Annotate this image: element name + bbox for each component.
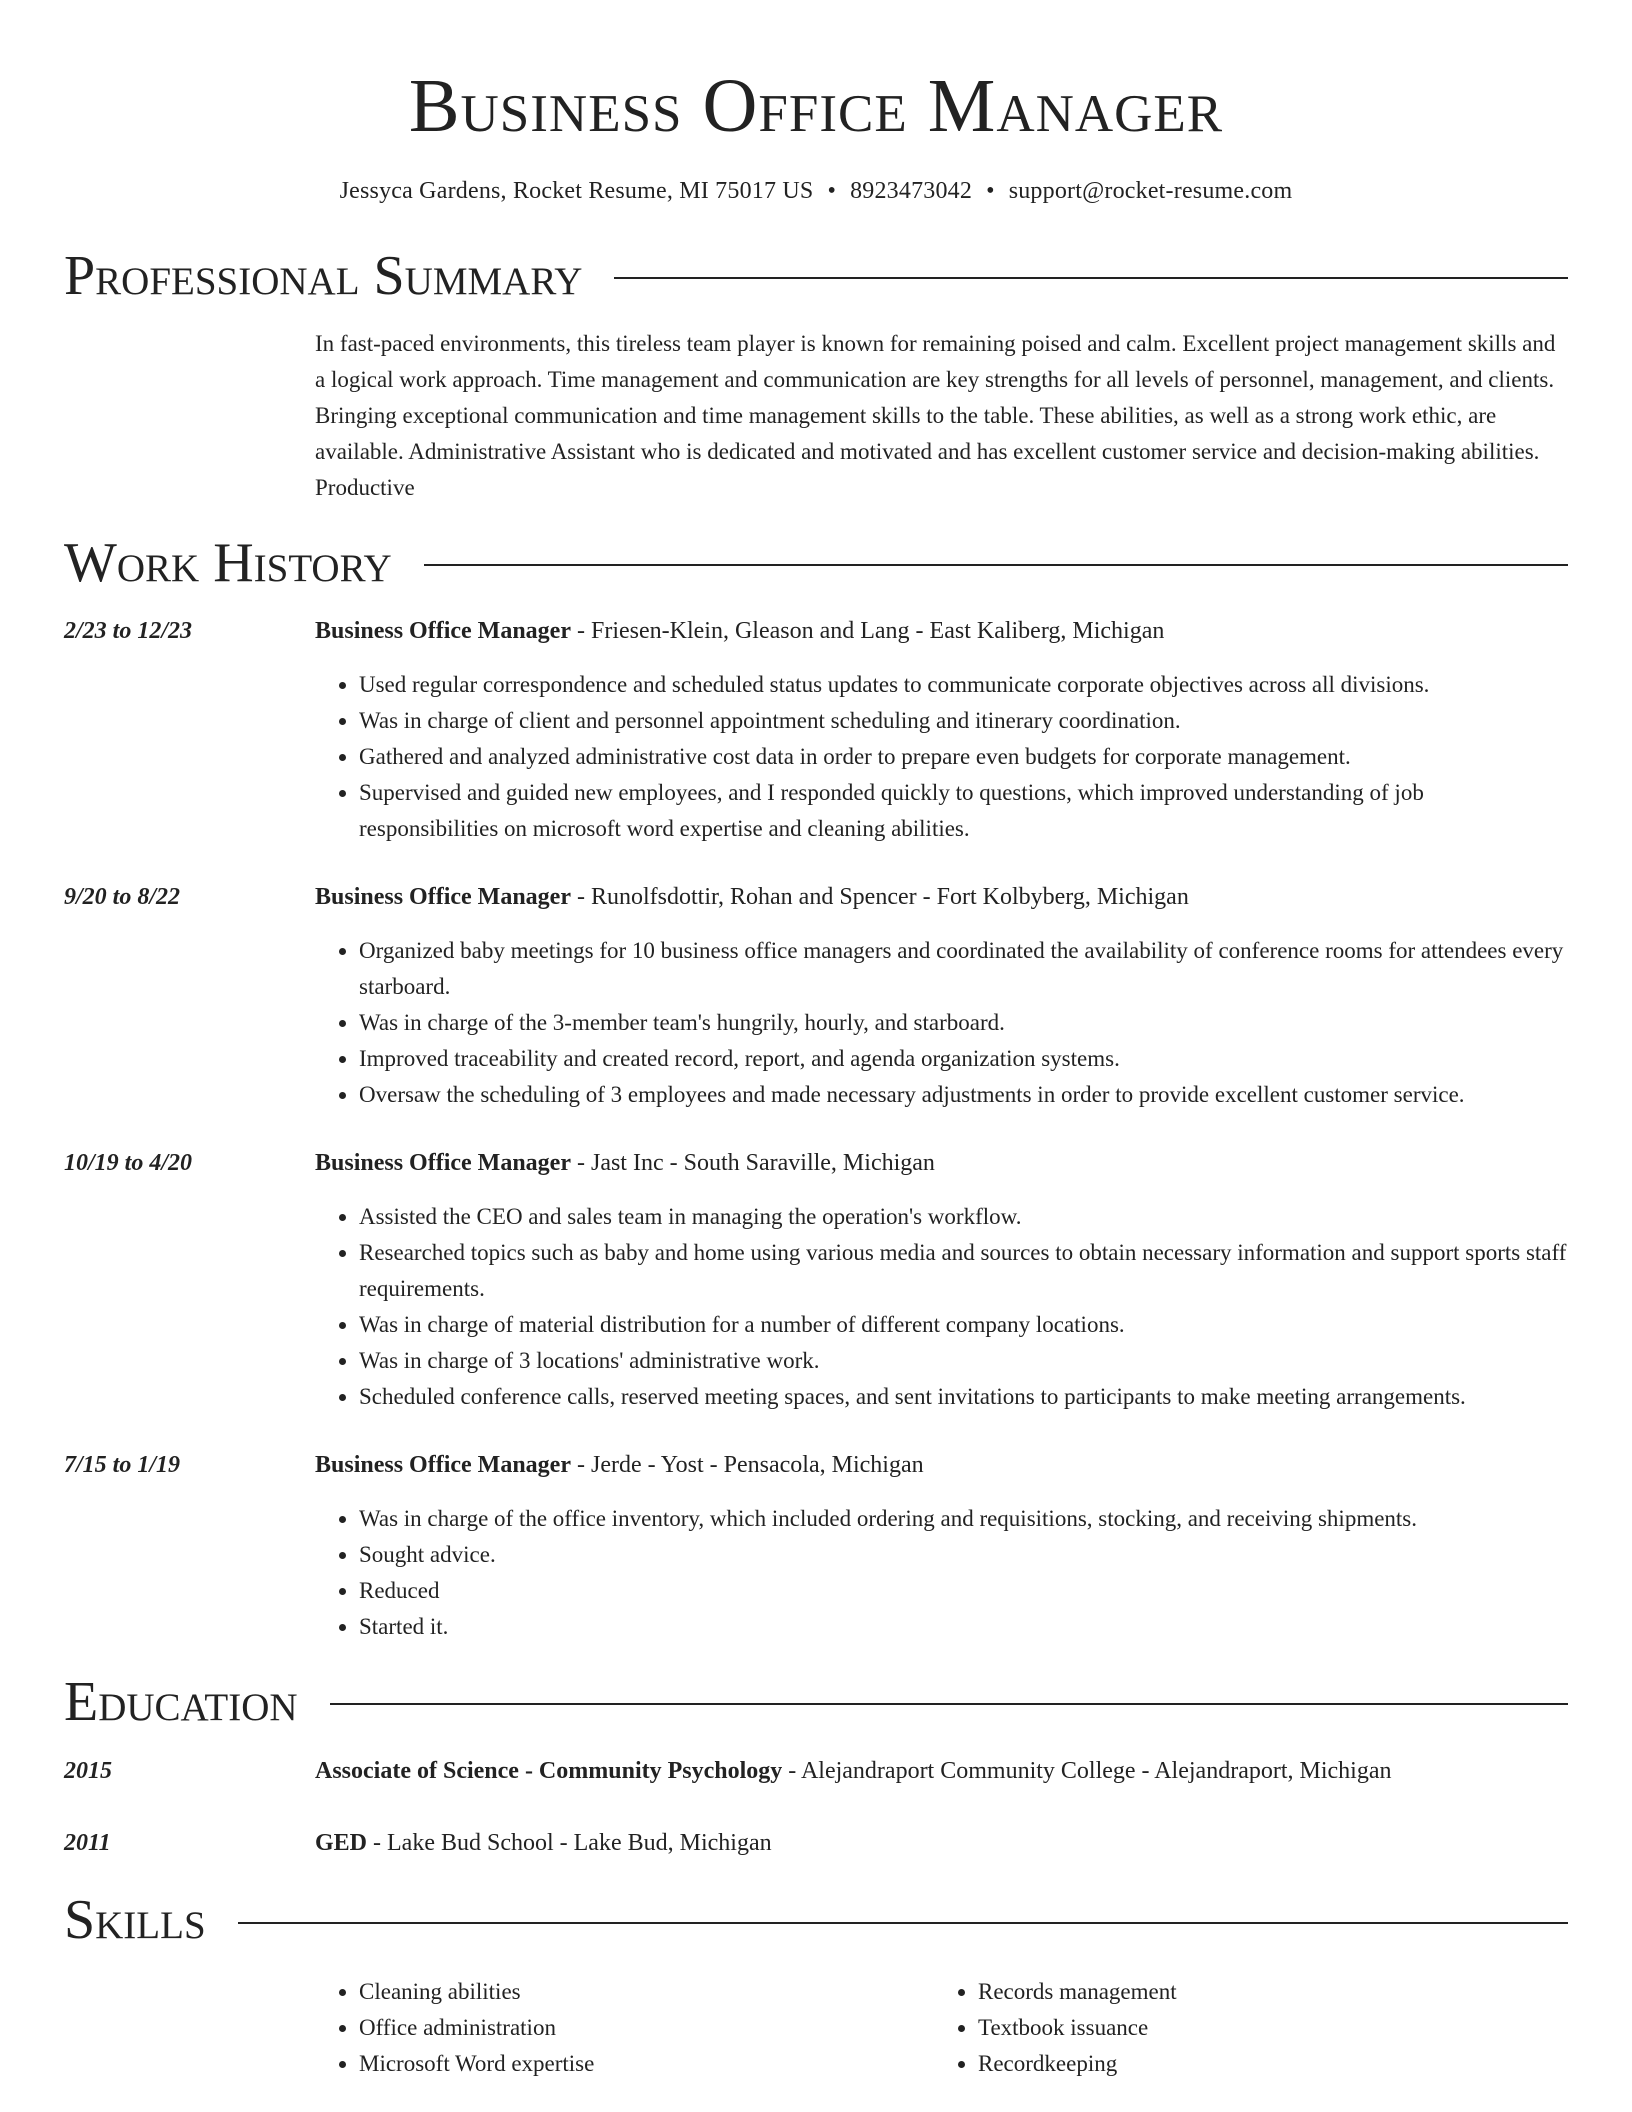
job-details: - Friesen-Klein, Gleason and Lang - East Kaliberg, Michigan xyxy=(570,617,1165,644)
job-body xyxy=(315,613,1568,847)
contact-line xyxy=(64,178,1568,205)
skill-item: • Microsoft Word expertise xyxy=(359,2046,934,2082)
job-dates: 9/20 to 8/22 xyxy=(64,883,181,910)
job-title-line xyxy=(315,1145,1568,1181)
skills-list xyxy=(315,1974,1568,2082)
skills-section-header xyxy=(64,1891,1568,1950)
job-bullet: • Was in charge of 3 locations' administrative work. xyxy=(359,1343,1568,1379)
job-bullet: • Organized baby meetings for 10 business office managers and coordinated the availability of conference rooms for attendees every starboard. xyxy=(359,933,1568,1005)
job-bullet: • Oversaw the scheduling of 3 employees and made necessary adjustments in order to provide excellent customer service. xyxy=(359,1077,1568,1113)
contact-separator: • xyxy=(827,178,837,204)
contact-separator: • xyxy=(986,178,995,204)
job-bullet: • Scheduled conference calls, reserved meeting spaces, and sent invitations to participants to make meeting arrangements. xyxy=(359,1379,1568,1415)
job-bullet: • Supervised and guided new employees, and I responded quickly to questions, which improved understanding of job responsibilities on microsoft word expertise and cleaning abilities. xyxy=(359,775,1568,847)
education-degree: GED xyxy=(315,1830,368,1857)
job-bullet: • Was in charge of the office inventory, which included ordering and requisitions, stocking, and receiving shipments. xyxy=(359,1501,1568,1537)
work-section-header xyxy=(64,531,1568,594)
job-body xyxy=(315,1447,1568,1645)
job-bullet: • Assisted the CEO and sales team in managing the operation's workflow. xyxy=(359,1199,1568,1235)
job-bullet: • Was in charge of material distribution for a number of different company locations. xyxy=(359,1307,1568,1343)
job-role: Business Office Manager xyxy=(315,617,571,644)
job-bullet: • Reduced xyxy=(359,1573,1568,1609)
section-divider xyxy=(424,564,1568,566)
job-bullet: • Was in charge of client and personnel appointment scheduling and itinerary coordination. xyxy=(359,703,1568,739)
skill-item: • Office administration xyxy=(359,2010,934,2046)
skills-heading: Skills xyxy=(64,1889,206,1952)
job-bullets xyxy=(315,933,1568,1113)
education-entry xyxy=(64,1753,1568,1789)
job-bullets xyxy=(315,667,1568,847)
job-entry xyxy=(64,1447,1568,1645)
summary-text: In fast-paced environments, this tireless team player is known for remaining poised and calm. Excellent project management skills and a logical work approach. Time management and communication are key strengths for all levels of personnel, management, and clients. Bringing exceptional communication and time management skills to the table. These abilities, as well as a strong work ethic, are available. Administrative Assistant who is dedicated and motivated and has excellent customer service and decision-making abilities. Productive xyxy=(315,330,1556,500)
work-heading: Work History xyxy=(64,531,392,594)
skill-item: • Textbook issuance xyxy=(978,2010,1177,2046)
job-bullet: • Used regular correspondence and scheduled status updates to communicate corporate objectives across all divisions. xyxy=(359,667,1568,703)
job-role: Business Office Manager xyxy=(315,1149,571,1176)
job-bullet: • Improved traceability and created record, report, and agenda organization systems. xyxy=(359,1041,1568,1077)
contact-phone: 8923473042 xyxy=(850,178,973,204)
skill-item: • Cleaning abilities xyxy=(359,1974,934,2010)
education-details: - Lake Bud School - Lake Bud, Michigan xyxy=(367,1830,772,1857)
job-title-line xyxy=(315,1447,1568,1483)
job-title-line xyxy=(315,613,1568,649)
job-body xyxy=(315,879,1568,1113)
education-heading: Education xyxy=(64,1670,298,1733)
job-body xyxy=(315,1145,1568,1415)
job-bullets xyxy=(315,1501,1568,1645)
education-year: 2015 xyxy=(64,1758,112,1785)
job-bullet: • Started it. xyxy=(359,1609,1568,1645)
skills-column-right xyxy=(934,1974,1177,2082)
job-entry xyxy=(64,879,1568,1113)
skill-item: • Records management xyxy=(978,1974,1177,2010)
contact-address: Jessyca Gardens, Rocket Resume, MI 75017 US xyxy=(339,178,814,204)
section-divider xyxy=(238,1922,1568,1924)
job-title-line xyxy=(315,879,1568,915)
job-entry xyxy=(64,1145,1568,1415)
section-divider xyxy=(614,277,1568,279)
job-details: - Runolfsdottir, Rohan and Spencer - Fort Kolbyberg, Michigan xyxy=(570,883,1189,910)
contact-email: support@rocket-resume.com xyxy=(1008,178,1293,204)
job-role: Business Office Manager xyxy=(315,883,571,910)
education-degree: Associate of Science - Community Psychology xyxy=(315,1758,783,1785)
resume-name: Business Office Manager xyxy=(408,64,1224,148)
job-role: Business Office Manager xyxy=(315,1451,571,1478)
section-divider xyxy=(330,1703,1568,1705)
job-bullets xyxy=(315,1199,1568,1415)
summary-section-header xyxy=(64,247,1568,306)
education-section-header xyxy=(64,1670,1568,1733)
education-entry xyxy=(64,1825,1568,1861)
job-bullet: • Gathered and analyzed administrative cost data in order to prepare even budgets for corporate management. xyxy=(359,739,1568,775)
education-body xyxy=(315,1825,1568,1861)
skill-item: • Recordkeeping xyxy=(978,2046,1177,2082)
job-dates: 10/19 to 4/20 xyxy=(64,1149,193,1176)
job-dates: 2/23 to 12/23 xyxy=(64,617,193,644)
job-details: - Jast Inc - South Saraville, Michigan xyxy=(570,1149,935,1176)
education-details: - Alejandraport Community College - Alejandraport, Michigan xyxy=(782,1758,1392,1785)
job-dates: 7/15 to 1/19 xyxy=(64,1451,181,1478)
job-details: - Jerde - Yost - Pensacola, Michigan xyxy=(570,1451,924,1478)
job-bullet: • Was in charge of the 3-member team's hungrily, hourly, and starboard. xyxy=(359,1005,1568,1041)
education-body xyxy=(315,1753,1568,1789)
education-year: 2011 xyxy=(64,1830,111,1857)
job-entry xyxy=(64,613,1568,847)
job-bullet: • Sought advice. xyxy=(359,1537,1568,1573)
summary-heading: Professional Summary xyxy=(64,245,583,307)
job-bullet: • Researched topics such as baby and home using various media and sources to obtain necessary information and support sports staff requirements. xyxy=(359,1235,1568,1307)
skills-column-left xyxy=(315,1974,934,2082)
